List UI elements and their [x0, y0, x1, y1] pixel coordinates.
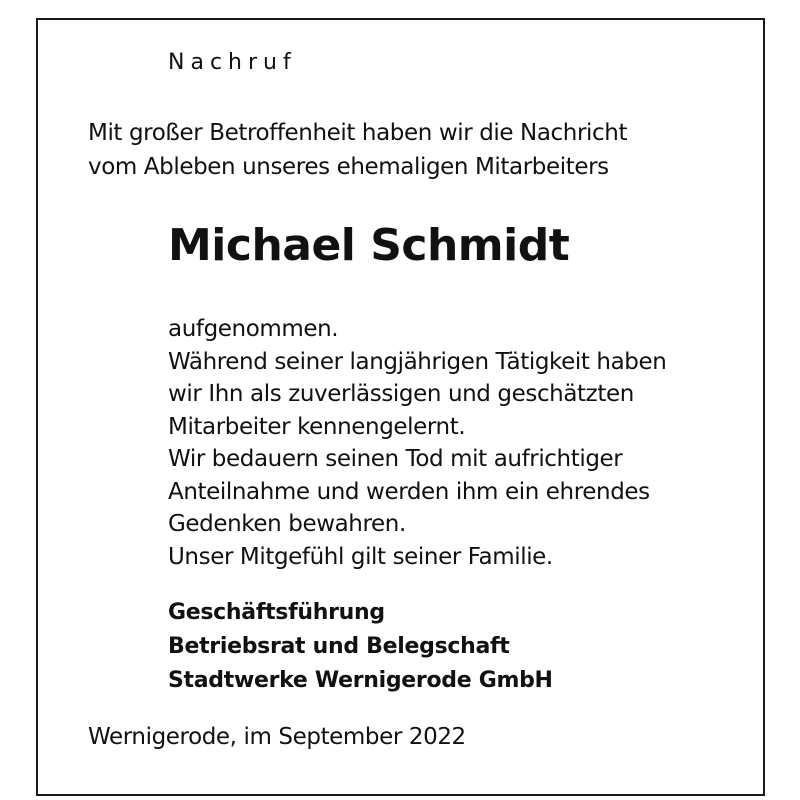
body-line: Wir bedauern seinen Tod mit aufrichtiger: [168, 446, 623, 472]
body-line: aufgenommen.: [168, 316, 339, 342]
body-line: Anteilnahme und werden ihm ein ehrendes: [168, 478, 650, 505]
place-date: Wernigerode, im September 2022: [88, 724, 466, 750]
signer-line: Stadtwerke Wernigerode GmbH: [168, 668, 553, 693]
signers-block: [168, 596, 553, 698]
body-text: [168, 313, 666, 573]
intro-line: vom Ableben unseres ehemaligen Mitarbeiters: [88, 154, 609, 180]
notice-title: Nachruf: [168, 50, 297, 75]
deceased-name: Michael Schmidt: [168, 220, 570, 271]
signer-line: Betriebsrat und Belegschaft: [168, 634, 510, 659]
signer-line: Geschäftsführung: [168, 600, 385, 625]
body-line: Mitarbeiter kennengelernt.: [168, 413, 466, 440]
body-line: Während seiner langjährigen Tätigkeit haben: [168, 348, 667, 375]
intro-text: [88, 116, 627, 184]
intro-line: Mit großer Betroffenheit haben wir die Nachricht: [88, 120, 628, 146]
body-line: Gedenken bewahren.: [168, 511, 406, 537]
body-line: wir Ihn als zuverlässigen und geschätzten: [168, 381, 634, 407]
obituary-notice-frame: [36, 18, 765, 796]
body-line: Unser Mitgefühl gilt seiner Familie.: [168, 543, 553, 570]
